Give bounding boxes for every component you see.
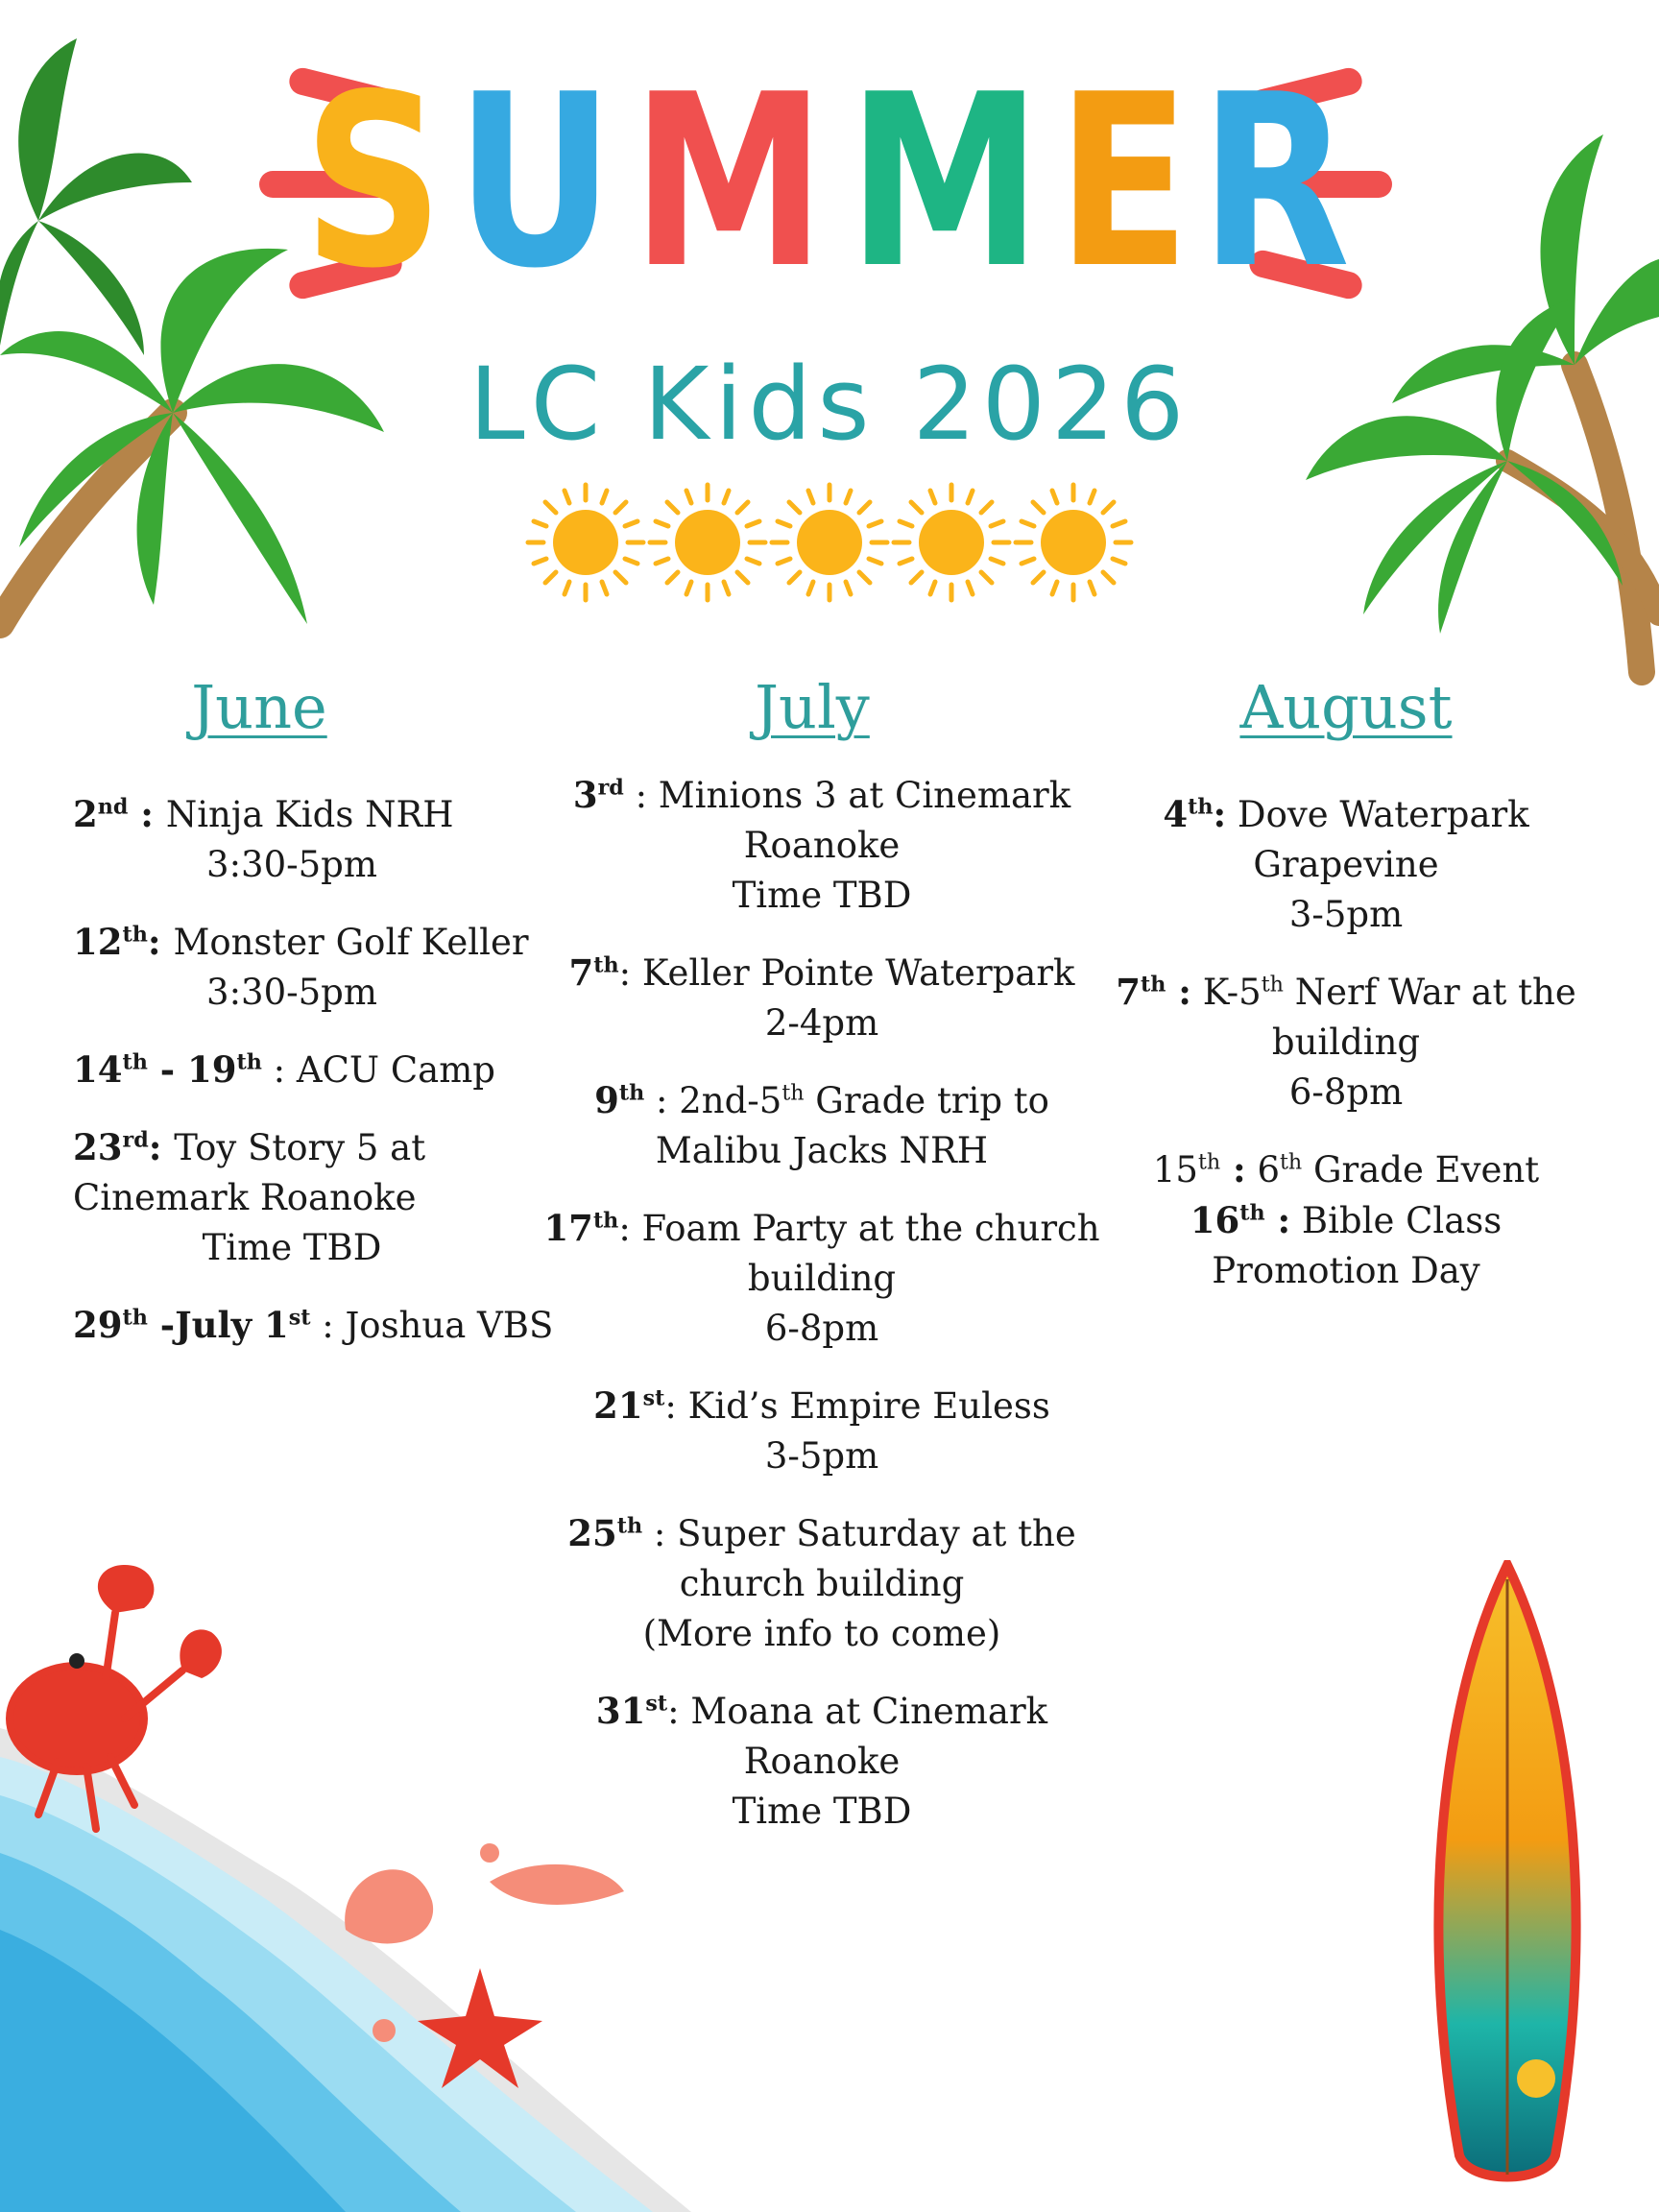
date-num: 31	[595, 1690, 646, 1732]
event-title: Monster Golf Keller	[173, 922, 529, 963]
list-item	[73, 1045, 524, 1095]
event-title-cont: Grade trip to	[804, 1080, 1049, 1121]
date-num: 29	[73, 1304, 123, 1346]
subtitle: LC Kids 2026	[469, 346, 1190, 463]
date-num: 12	[73, 921, 123, 963]
event-title: : Super Saturday at the	[642, 1513, 1076, 1554]
event-title-cont: Nerf War at the	[1283, 972, 1576, 1013]
sun-icon	[772, 485, 887, 600]
date-suffix: th	[1239, 1200, 1265, 1226]
event-location: Roanoke	[743, 825, 901, 866]
date-suffix: st	[288, 1305, 311, 1331]
title-letter-m2: M	[847, 44, 1046, 321]
date-range: - 19	[147, 1048, 237, 1091]
event-time: 3:30-5pm	[206, 972, 377, 1013]
event-time: Time TBD	[732, 1791, 912, 1832]
event-title: Ninja Kids NRH	[165, 794, 454, 835]
event-location: building	[1271, 1022, 1421, 1063]
august-events	[1087, 789, 1605, 1323]
suns-row	[518, 480, 1152, 605]
date-num: 7	[568, 951, 594, 994]
event-time: 6-8pm	[1288, 1071, 1404, 1113]
ordinal-suffix: th	[1280, 1149, 1303, 1175]
list-item	[534, 1381, 1110, 1481]
date-sep: :	[1264, 1199, 1291, 1241]
event-title: Bible Class	[1290, 1200, 1503, 1241]
event-title: : Kid’s Empire Euless	[664, 1385, 1050, 1427]
date-suffix: th	[592, 1208, 619, 1234]
event-note: (More info to come)	[642, 1613, 1001, 1654]
date-num: 23	[73, 1126, 123, 1168]
event-title: : ACU Camp	[261, 1049, 495, 1091]
date-sep: :	[1220, 1148, 1246, 1190]
crab-icon	[0, 1555, 230, 1843]
date-num: 14	[73, 1048, 123, 1091]
date-range: -July 1	[147, 1304, 289, 1346]
palm-tree-left-icon	[0, 29, 403, 653]
event-title-cont: Grade Event	[1302, 1149, 1540, 1190]
date-suffix: st	[642, 1385, 665, 1411]
june-events	[73, 789, 554, 1378]
event-title: Dove Waterpark	[1226, 794, 1529, 835]
list-item	[1087, 789, 1605, 940]
title-letter-r: R	[1199, 44, 1356, 321]
list-item	[534, 1508, 1110, 1659]
date-num: 4	[1163, 793, 1189, 835]
date-sep: :	[147, 921, 174, 963]
sun-icon	[528, 485, 643, 600]
date-sep: :	[1166, 971, 1191, 1013]
date-suffix: th	[1197, 1149, 1221, 1175]
heading-july: July	[755, 672, 870, 742]
heading-august: August	[1239, 672, 1453, 742]
date-num: 7	[1116, 971, 1142, 1013]
date-suffix: th	[122, 1305, 148, 1331]
event-time: Time TBD	[202, 1227, 382, 1268]
date-sep: :	[148, 1126, 175, 1168]
sun-icon	[650, 485, 765, 600]
list-item	[1087, 1144, 1605, 1195]
date-suffix: th	[1188, 794, 1214, 820]
surfboard-icon	[1411, 1560, 1603, 2203]
event-title: : Moana at Cinemark	[667, 1691, 1048, 1732]
list-item	[73, 1122, 524, 1273]
event-time: 2-4pm	[764, 1002, 879, 1044]
title-letter-u: U	[455, 44, 619, 321]
event-title: : Minions 3 at Cinemark	[623, 775, 1071, 816]
date-suffix: th	[236, 1049, 262, 1075]
date-num: 25	[567, 1512, 617, 1554]
event-time: 3-5pm	[764, 1435, 879, 1477]
date-num: 15	[1152, 1149, 1198, 1190]
date-suffix: th	[122, 1049, 148, 1075]
date-suffix: th	[122, 922, 148, 948]
ordinal-suffix: th	[781, 1080, 805, 1106]
heading-june: June	[191, 672, 327, 742]
event-time: Time TBD	[732, 875, 912, 916]
seashells-icon	[326, 1824, 643, 2093]
date-num: 16	[1190, 1199, 1240, 1241]
date-num: 2	[73, 793, 98, 835]
title-letter-e: E	[1056, 44, 1195, 321]
event-location: church building	[679, 1563, 965, 1604]
palm-tree-right-icon	[1286, 77, 1659, 691]
list-item	[534, 948, 1110, 1048]
title-letter-m1: M	[631, 44, 831, 321]
sun-icon	[894, 485, 1009, 600]
list-item	[534, 770, 1110, 921]
date-num: 17	[543, 1207, 593, 1249]
event-title: : Joshua VBS	[310, 1305, 554, 1346]
event-title-cont: Promotion Day	[1212, 1250, 1480, 1291]
event-time: 6-8pm	[764, 1308, 879, 1349]
list-item	[1087, 967, 1605, 1118]
event-location: Cinemark Roanoke	[73, 1177, 417, 1218]
date-suffix: th	[618, 1080, 645, 1106]
event-location: Roanoke	[743, 1741, 901, 1782]
date-suffix: th	[1141, 972, 1166, 998]
list-item	[73, 917, 529, 1018]
event-title: : 2nd-5	[644, 1080, 782, 1121]
title-letter-s: S	[302, 44, 449, 321]
event-title: : Keller Pointe Waterpark	[618, 952, 1075, 994]
event-location: Malibu Jacks NRH	[655, 1130, 989, 1171]
date-sep: :	[128, 793, 166, 835]
event-title: 6	[1245, 1149, 1281, 1190]
date-num: 9	[594, 1079, 619, 1121]
list-item	[1087, 1195, 1605, 1296]
event-time: 3:30-5pm	[206, 844, 377, 885]
event-location: building	[747, 1258, 897, 1299]
sun-icon	[1016, 485, 1131, 600]
date-num: 21	[593, 1384, 643, 1427]
date-suffix: th	[593, 952, 619, 978]
date-sep: :	[1213, 793, 1227, 835]
date-suffix: th	[616, 1513, 643, 1539]
event-title: : Foam Party at the church	[618, 1208, 1100, 1249]
event-title: K-5	[1190, 972, 1262, 1013]
list-item	[73, 789, 524, 890]
list-item	[534, 1203, 1110, 1354]
list-item	[73, 1300, 554, 1351]
date-suffix: nd	[97, 794, 129, 820]
date-num: 3	[572, 774, 598, 816]
ordinal-suffix: th	[1261, 972, 1284, 998]
list-item	[534, 1075, 1110, 1176]
date-suffix: rd	[597, 775, 624, 801]
event-title: Toy Story 5 at	[174, 1127, 426, 1168]
event-time: 3-5pm	[1288, 894, 1404, 935]
date-suffix: rd	[122, 1127, 149, 1153]
date-suffix: st	[645, 1691, 668, 1717]
event-location: Grapevine	[1253, 844, 1439, 885]
